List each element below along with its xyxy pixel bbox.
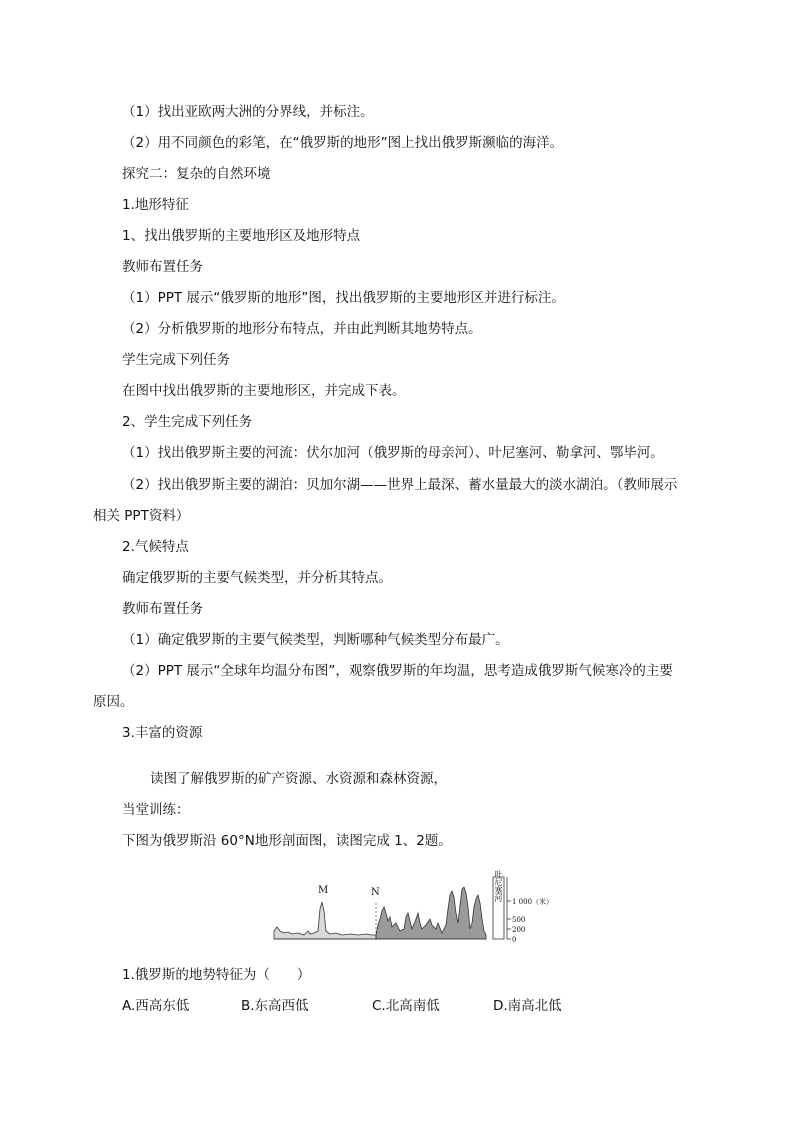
text-line-1: （1）找出亚欧两大洲的分界线，并标注。	[122, 104, 374, 120]
text-line-10: 在图中找出俄罗斯的主要地形区，并完成下表。	[122, 383, 406, 399]
option-a: A.西高东低	[122, 998, 190, 1014]
text-line-8: （2）分析俄罗斯的地形分布特点，并由此判断其地势特点。	[122, 321, 482, 337]
scale-label-200: 200	[512, 926, 526, 934]
text-line-2: （2）用不同颜色的彩笔，在“俄罗斯的地形”图上找出俄罗斯濒临的海洋。	[122, 135, 564, 151]
option-b: B.东高西低	[241, 998, 309, 1014]
point-label-m: M	[318, 885, 329, 896]
option-c: C.北高南低	[372, 998, 440, 1014]
text-line-16: 确定俄罗斯的主要气候类型，并分析其特点。	[122, 570, 392, 586]
text-line-20: 原因。	[93, 694, 134, 710]
text-line-24: 下图为俄罗斯沿 60°N地形剖面图，读图完成 1、2题。	[122, 833, 452, 849]
text-line-5: 1、找出俄罗斯的主要地形区及地形特点	[122, 228, 361, 244]
subheading-terrain: 1.地形特征	[122, 197, 189, 213]
text-line-18: （1）确定俄罗斯的主要气候类型，判断哪种气候类型分布最广。	[122, 632, 509, 648]
text-line-14: 相关 PPT资料）	[93, 508, 190, 524]
text-line-23: 当堂训练：	[122, 802, 190, 818]
section-heading-explore-2: 探究二：复杂的自然环境	[122, 166, 271, 182]
text-line-9: 学生完成下列任务	[122, 352, 230, 368]
point-label-n: N	[371, 887, 380, 898]
scale-label-0: 0	[512, 936, 517, 944]
subheading-climate: 2.气候特点	[122, 539, 189, 555]
boundary-river-label: 叶尼塞河	[494, 870, 503, 902]
text-line-22: 读图了解俄罗斯的矿产资源、水资源和森林资源，	[150, 771, 447, 787]
scale-label-500: 500	[512, 916, 526, 924]
text-line-6: 教师布置任务	[122, 259, 203, 275]
scale-label-1000: 1 000（米）	[512, 898, 554, 906]
text-line-12: （1）找出俄罗斯主要的河流：伏尔加河（俄罗斯的母亲河）、叶尼塞河、勒拿河、鄂毕河。	[122, 445, 664, 461]
subheading-resources: 3.丰富的资源	[122, 725, 203, 741]
text-line-17: 教师布置任务	[122, 601, 203, 617]
text-line-19: （2）PPT 展示“全球年均温分布图”，观察俄罗斯的年均温，思考造成俄罗斯气候寒冷的主要	[122, 663, 673, 679]
terrain-profile-figure	[272, 870, 554, 944]
text-line-7: （1）PPT 展示“俄罗斯的地形”图，找出俄罗斯的主要地形区并进行标注。	[122, 290, 565, 306]
text-line-13: （2）找出俄罗斯主要的湖泊：贝加尔湖——世界上最深、蓄水量最大的淡水湖泊。（教师展示	[122, 477, 678, 493]
text-line-11: 2、学生完成下列任务	[122, 414, 253, 430]
question-1-stem: 1.俄罗斯的地势特征为（ ）	[122, 967, 311, 983]
option-d: D.南高北低	[493, 998, 562, 1014]
